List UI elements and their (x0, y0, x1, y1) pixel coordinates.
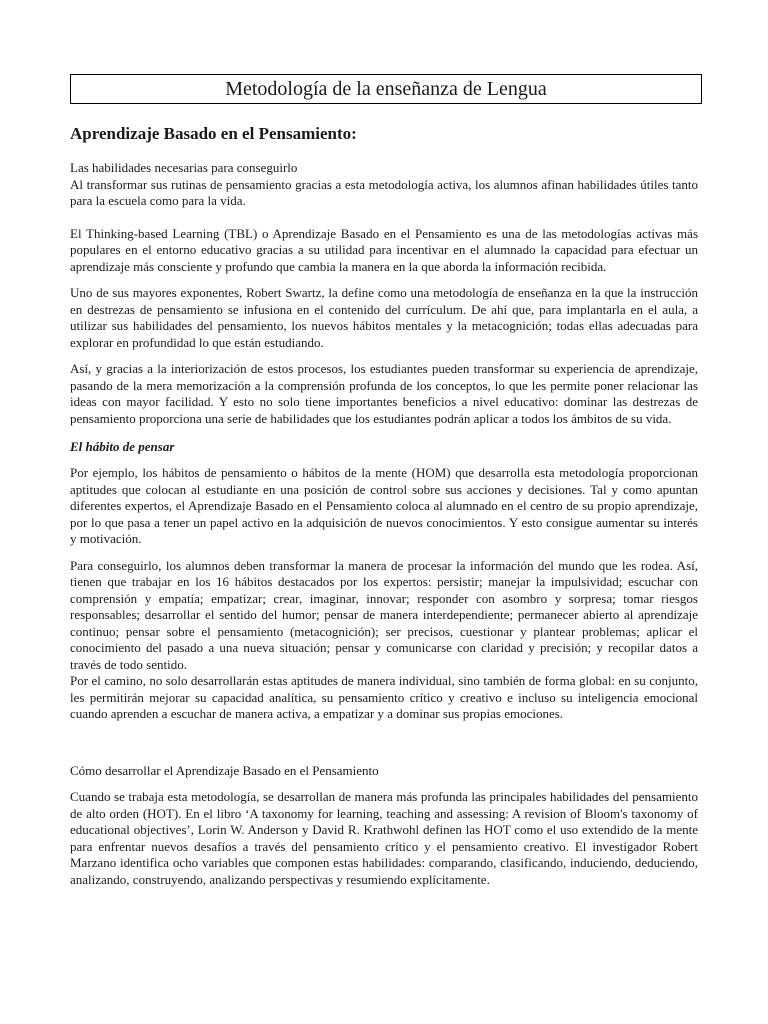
section-heading-text: Aprendizaje Basado en el Pensamiento (70, 124, 352, 143)
paragraph-6: Para conseguirlo, los alumnos deben transformar la manera de procesar la información del mundo que les rodea. Así, tienen que trabajar en los 16 hábitos destacados por los expertos: persistir; manejar la impulsividad; escuchar con comprensión y empatía; empatizar; crear, imaginar, innovar; responder con asombro y sorpresa; tomar riesgos responsables; desarrollar el sentido del humor; pensar de manera interdependiente; permanecer abierto al aprendizaje continuo; pensar sobre el pensamiento (metacognición); ser precisos, cuestionar y plantear problemas; aplicar el conocimiento del pasado a una nueva situación; pensar y comunicarse con claridad y precisión; y recopilar datos a través de todo sentido. (70, 557, 698, 672)
document-title-box (70, 74, 702, 104)
section-heading (70, 124, 698, 144)
section-heading-colon: : (351, 124, 357, 143)
document-page (70, 74, 698, 898)
spacer (70, 733, 698, 763)
howto-subhead: Cómo desarrollar el Aprendizaje Basado en el Pensamiento (70, 762, 379, 778)
paragraph-2: El Thinking-based Learning (TBL) o Aprendizaje Basado en el Pensamiento es una de las metodologías activas más populares en el entorno educativo gracias a su utilidad para incentivar en el alumnado la capacidad para efectuar un aprendizaje más consciente y profundo que cambia la manera en la que aborda la información recibida. (70, 225, 698, 274)
paragraph-4: Así, y gracias a la interiorización de estos procesos, los estudiantes pueden transformar su experiencia de aprendizaje, pasando de la mera memorización a la comprensión profunda de los conceptos, lo que les permite poner relacionar las ideas con mayor facilidad. Y esto no solo tiene importantes beneficios a nivel educativo: dominar las destrezas de pensamiento proporciona una serie de habilidades que los estudiantes podrán aplicar a todos los ámbitos de su vida. (70, 361, 698, 426)
document-title: Metodología de la enseñanza de Lengua (225, 77, 547, 100)
paragraph-8: Cuando se trabaja esta metodología, se desarrollan de manera más profunda las principales habilidades del pensamiento de alto orden (HOT). En el libro ‘A taxonomy for learning, teaching and assessing: A revision of Bloom's taxonomy of educational objectives’, Lorin W. Anderson y David R. Krathwohl definen las HOT como el uso extendido de la mente para enfrentar nuevos desafíos a través del pensamiento crítico y el pensamiento creativo. El investigador Robert Marzano identifica ocho variables que componen estas habilidades: comparando, clasificando, induciendo, deduciendo, analizando, construyendo, analizando perspectivas y resumiendo explícitamente. (70, 789, 698, 887)
paragraph-7: Por el camino, no solo desarrollarán estas aptitudes de manera individual, sino también de forma global: en su conjunto, les permitirán mejorar su capacidad analítica, su pensamiento crítico y creativo e incluso su inteligencia emocional cuando aprenden a escuchar de manera activa, a empatizar y a dominar sus propias emociones. (70, 673, 698, 721)
habit-subhead: El hábito de pensar (70, 439, 175, 454)
intro-subhead: Las habilidades necesarias para conseguirlo (70, 160, 298, 175)
paragraph-1: Al transformar sus rutinas de pensamiento gracias a esta metodología activa, los alumnos afinan habilidades útiles tanto para la escuela como para la vida. (70, 176, 698, 208)
paragraph-5: Por ejemplo, los hábitos de pensamiento o hábitos de la mente (HOM) que desarrolla esta metodología proporcionan aptitudes que colocan al estudiante en una posición de control sobre sus acciones y decisiones. Tal y como apuntan diferentes expertos, el Aprendizaje Basado en el Pensamiento coloca al alumnado en el centro de su propio aprendizaje, por lo que pasa a tener un papel activo en la adquisición de nuevos conocimientos. Y esto consigue aumentar su interés y motivación. (70, 465, 698, 546)
paragraph-3: Uno de sus mayores exponentes, Robert Swartz, la define como una metodología de enseñanza en la que la instrucción en destrezas de pensamiento se infusiona en el contenido del currículum. De ahí que, para implantarla en el aula, a utilizar sus habilidades del pensamiento, los nuevos hábitos mentales y la metacognición; todas ellas adecuadas para explorar en profundidad lo que están estudiando. (70, 285, 698, 350)
